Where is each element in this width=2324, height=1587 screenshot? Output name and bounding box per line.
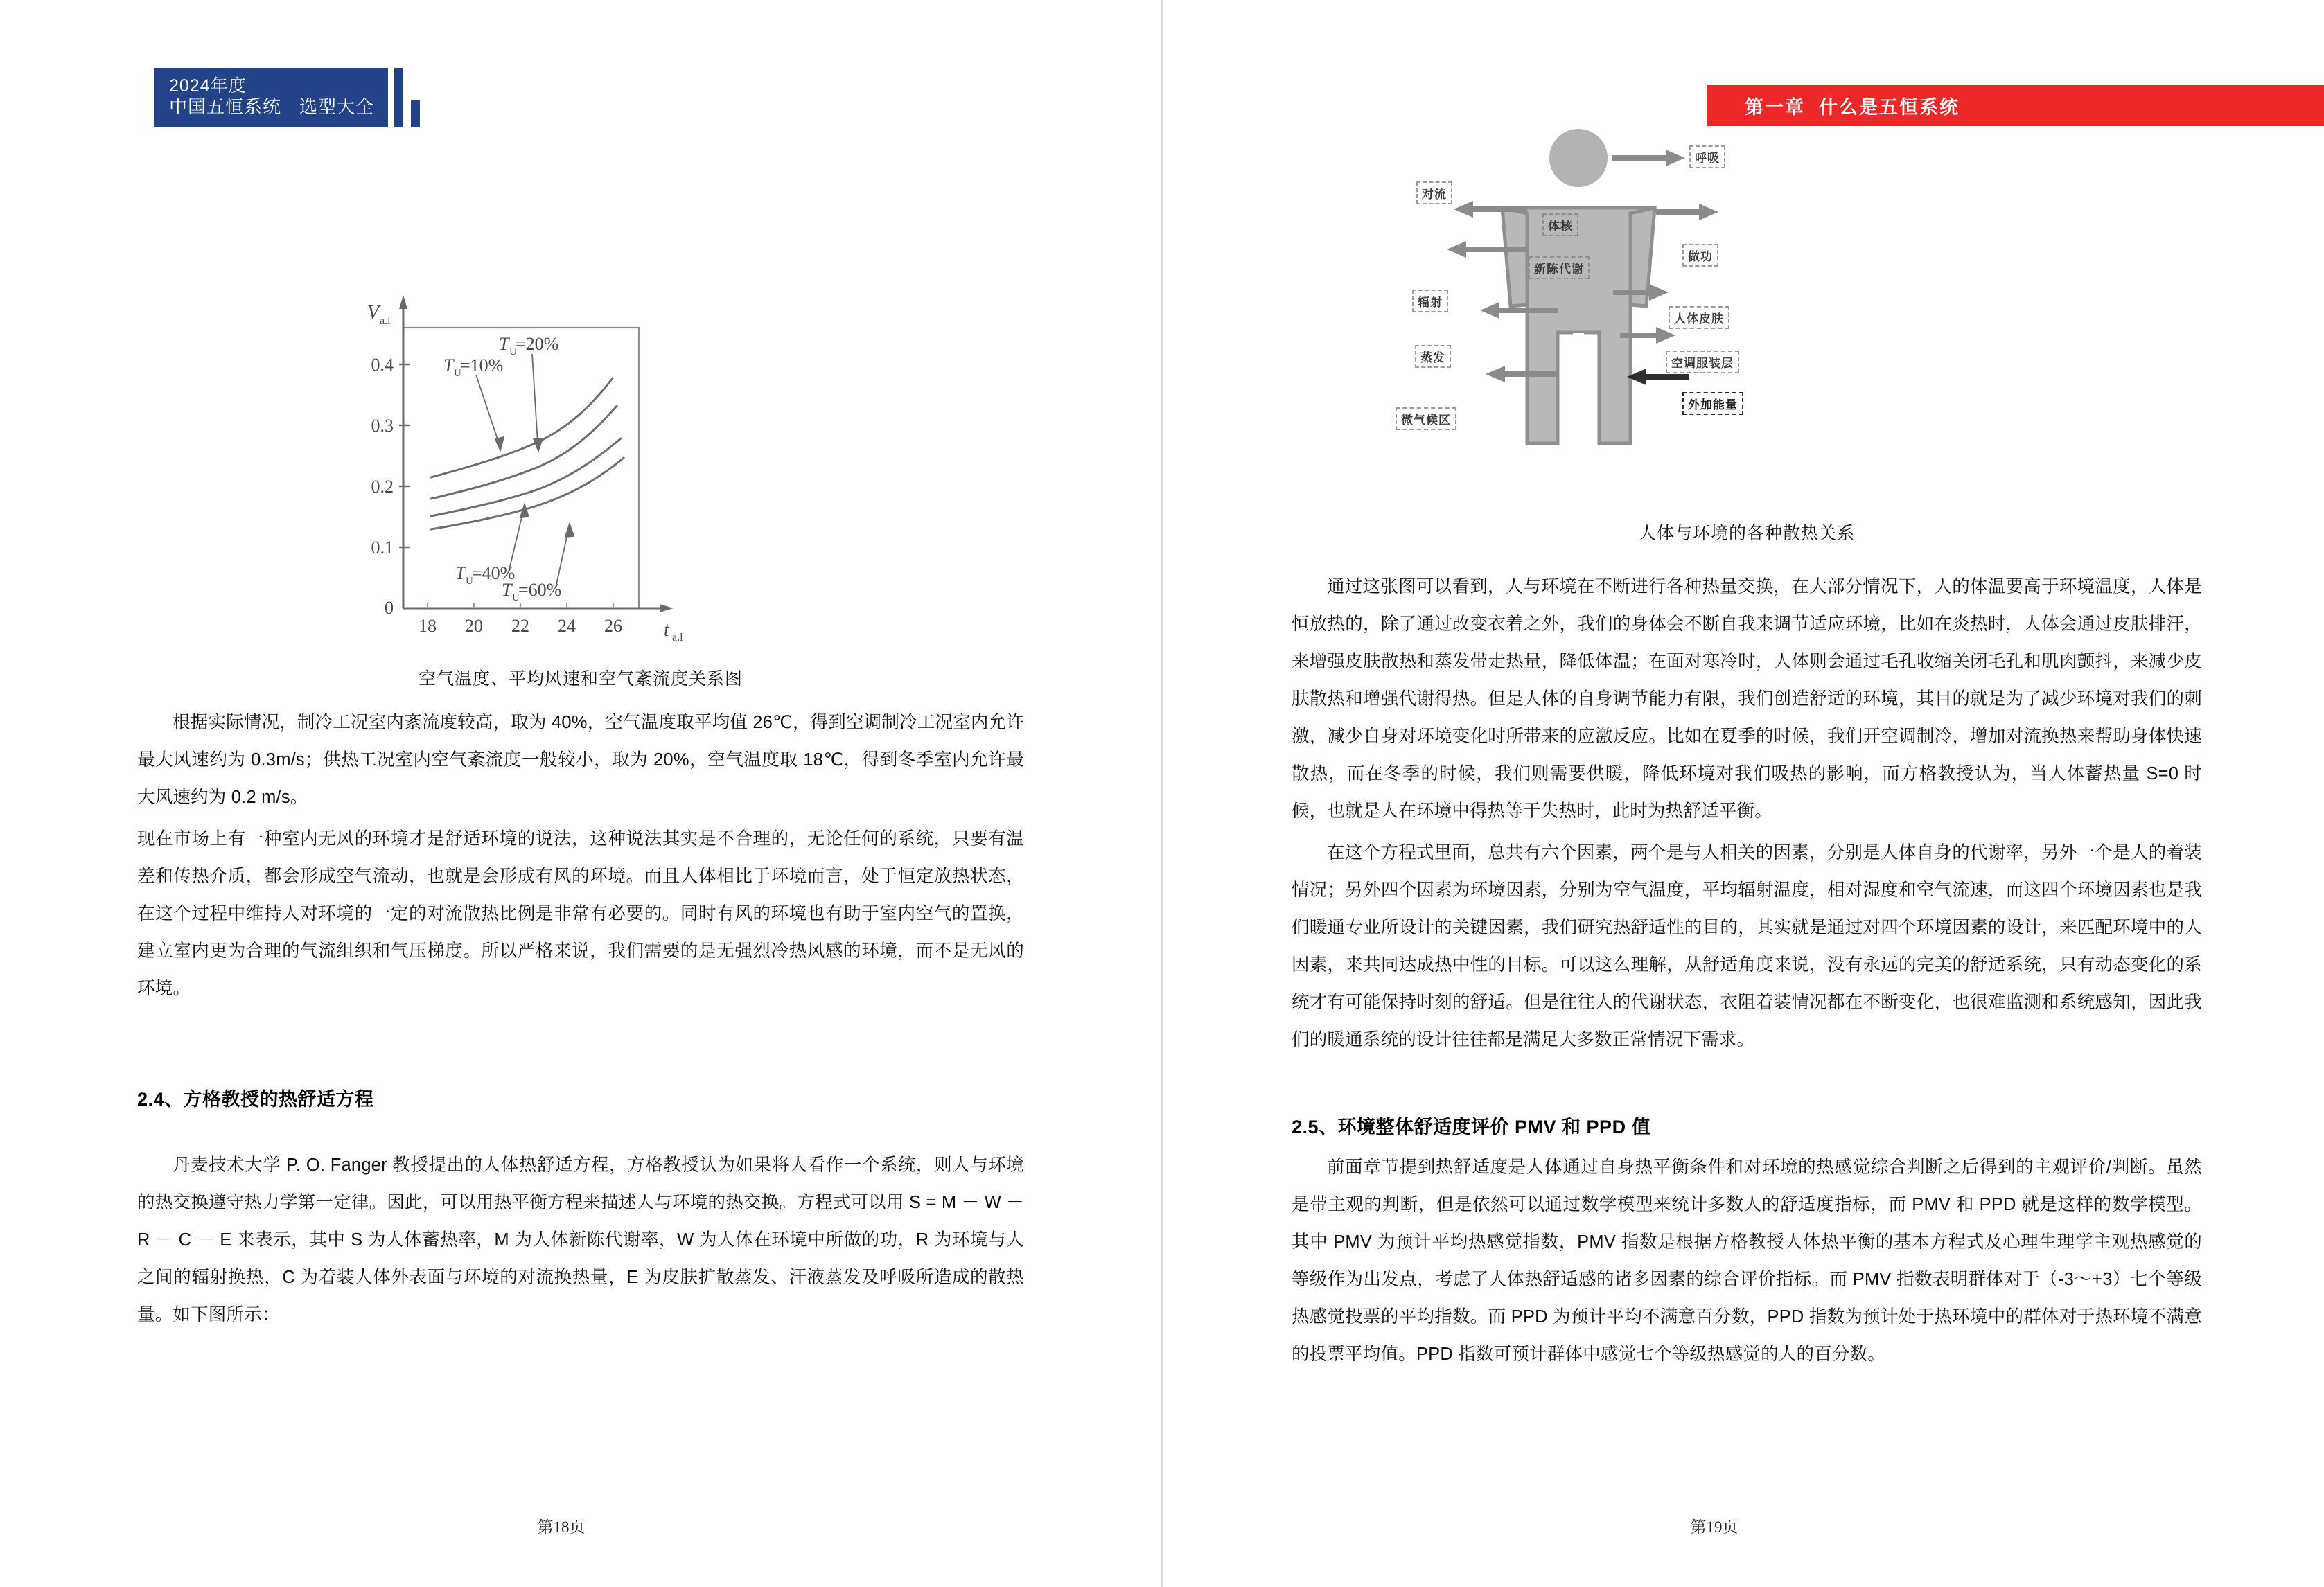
chart-anno-tu60: T (502, 580, 512, 600)
header-ribbon (1707, 85, 2324, 126)
diagram-label-external-energy: 外加能量 (1682, 392, 1743, 415)
chart-y-axis-arrow (399, 295, 407, 309)
diagram-label-metabolism: 新陈代谢 (1529, 256, 1590, 279)
svg-text:=20%: =20% (516, 334, 559, 354)
right-section-block (1292, 1112, 2202, 1377)
badge-title-sub: 选型大全 (299, 96, 375, 118)
section-heading-2-4: 2.4、方格教授的热舒适方程 (137, 1089, 374, 1110)
chart-xlabel-sub: a.l (672, 632, 683, 644)
svg-text:0.2: 0.2 (371, 477, 394, 497)
chart-curve-tu20 (431, 406, 617, 499)
chart-y-tick-labels (371, 355, 394, 618)
right-paragraph-1: 通过这张图可以看到，人与环境在不断进行各种热量交换，在大部分情况下，人的体温要高于环境温度，人体是恒放热的，除了通过改变衣着之外，我们的身体会不断自我来调节适应环境，比如在炎热时，人体会通过皮肤排汗，来增强皮肤散热和蒸发带走热量，降低体温；在面对寒冷时，人体则会通过毛孔收缩关闭毛孔和肌肉颤抖，来减少皮肤散热和增强代谢得热。但是人体的自身调节能力有限，我们创造舒适的环境，其目的就是为了减少环境对我们的刺激，减少自身对环境变化时所带来的应激反应。比如在夏季的时候，我们开空调制冷，增加对流换热来帮助身体快速散热，而在冬季的时候，我们则需要供暖，降低环境对我们吸热的影响，而方格教授认为，当人体蓄热量 S=0 时候，也就是人在环境中得热等于失热时，此时为热舒适平衡。 (1292, 577, 2202, 821)
badge-decor-bar-tall (394, 68, 403, 127)
diagram-label-convection: 对流 (1416, 181, 1452, 204)
svg-text:=60%: =60% (518, 580, 562, 600)
svg-text:0: 0 (385, 598, 394, 618)
section-heading-2-5: 2.5、环境整体舒适度评价 PMV 和 PPD 值 (1292, 1117, 1651, 1137)
svg-text:=40%: =40% (472, 563, 516, 583)
chart-anno-tu40: T (455, 563, 466, 583)
left-paragraph-1: 根据实际情况，制冷工况室内紊流度较高，取为 40%，空气温度取平均值 26℃，得到空调制冷工况室内允许最大风速约为 0.3m/s；供热工况室内空气紊流度一般较小，取为 20%，空气温度取 18℃，得到冬季室内允许最大风速约为 0.2 m/s。 (137, 713, 1024, 807)
badge-line-year: 2024年度 (169, 76, 247, 96)
figure-caption-left: 空气温度、平均风速和空气紊流度关系图 (418, 669, 743, 689)
page-right (1162, 0, 2324, 1587)
diagram-label-evaporation: 蒸发 (1415, 345, 1451, 368)
chart-curve-tu10 (431, 378, 613, 477)
diagram-arm-left (1502, 208, 1527, 306)
svg-text:0.3: 0.3 (371, 416, 394, 436)
right-section-paragraph: 前面章节提到热舒适度是人体通过自身热平衡条件和对环境的热感觉综合判断之后得到的主观评价/判断。虽然是带主观的判断，但是依然可以通过数学模型来统计多数人的舒适度指标，而 PMV 和 PPD 就是这样的数学模型。其中 PMV 为预计平均热感觉指数，PMV 指数是根据方格教授人体热平衡的基本方程式及心理生理学主观热感觉的等级作为出发点，考虑了人体热舒适感的诸多因素的综合评价指标。而 PMV 指数表明群体对于（-3～+3）七个等级热感觉投票的平均指数。而 PPD 为预计平均不满意百分数，PPD 指数为预计处于热环境中的群体对于热环境不满意的投票平均值。PPD 指数可预计群体中感觉七个等级热感觉的人的百分数。 (1292, 1158, 2202, 1364)
chart-annotation-leaders (476, 354, 574, 587)
diagram-label-core: 体核 (1542, 213, 1578, 236)
svg-text:U: U (454, 368, 461, 379)
chart-svg (327, 262, 715, 657)
svg-text:U: U (466, 576, 473, 587)
chart-ylabel-sub: a.l (380, 315, 391, 327)
left-section-block (137, 1084, 1024, 1121)
chart-anno-tu20: T (499, 334, 509, 354)
badge-text-block (154, 68, 388, 127)
badge-title-main: 中国五恒系统 (169, 96, 282, 118)
left-body-block (137, 704, 1024, 1011)
arrow-respiration-2 (1612, 150, 1685, 166)
right-body-block (1292, 568, 2202, 1063)
badge-decor-bar-short (411, 100, 420, 127)
chart-xlabel: t (664, 619, 669, 641)
svg-text:22: 22 (511, 616, 529, 636)
diagram-label-respiration: 呼吸 (1689, 145, 1725, 168)
diagram-body-heat-exchange (1391, 125, 1766, 450)
chart-plot-frame (403, 328, 639, 608)
svg-text:26: 26 (604, 616, 622, 636)
left-section-body (137, 1146, 1024, 1338)
chart-x-tick-labels (419, 616, 622, 636)
ribbon-chapter: 第一章 (1745, 96, 1805, 118)
chart-curves (431, 378, 624, 529)
header-badge (154, 68, 420, 127)
svg-text:18: 18 (419, 616, 437, 636)
page-number-right: 第19页 (1690, 1518, 1738, 1536)
ribbon-title: 什么是五恒系统 (1819, 96, 1960, 118)
chart-x-axis-arrow (660, 604, 674, 612)
svg-text:0.1: 0.1 (371, 538, 394, 558)
chart-curve-tu40 (431, 438, 621, 516)
page-number-left: 第18页 (537, 1518, 586, 1536)
svg-text:0.4: 0.4 (371, 355, 394, 375)
diagram-label-work: 做功 (1682, 244, 1718, 267)
chart-air-velocity-turbulence (327, 262, 715, 657)
badge-line-title (169, 96, 374, 118)
diagram-head (1549, 129, 1608, 187)
arrow-work (1656, 204, 1718, 220)
left-section-paragraph: 丹麦技术大学 P. O. Fanger 教授提出的人体热舒适方程，方格教授认为如果将人看作一个系统，则人与环境的热交换遵守热力学第一定律。因此，可以用热平衡方程来描述人与环境的热交换。方程式可以用 S = M － W － R － C － E 来表示，其中 S 为人体蓄热率，M 为人体新陈代谢率，W 为人体在环境中所做的功，R 为环境与人之间的辐射换热，C 为着装人体外表面与环境的对流换热量，E 为皮肤扩散蒸发、汗液蒸发及呼吸所造成的散热量。如下图所示： (137, 1155, 1024, 1324)
diagram-label-skin: 人体皮肤 (1669, 306, 1729, 329)
ribbon-text (1745, 92, 1960, 119)
chart-ylabel: V (367, 302, 380, 323)
diagram-label-clothing-layer: 空调服装层 (1666, 351, 1739, 373)
svg-text:20: 20 (465, 616, 483, 636)
left-paragraph-2: 现在市场上有一种室内无风的环境才是舒适环境的说法，这种说法其实是不合理的，无论任何的系统，只要有温差和传热介质，都会形成空气流动，也就是会形成有风的环境。而且人体相比于环境而言，处于恒定放热状态，在这个过程中维持人对环境的一定的对流散热比例是非常有必要的。同时有风的环境也有助于室内空气的置换，建立室内更为合理的气流组织和气压梯度。所以严格来说，我们需要的是无强烈冷热风感的环境，而不是无风的环境。 (137, 829, 1024, 998)
svg-text:24: 24 (558, 616, 576, 636)
chart-anno-tu10: T (443, 355, 454, 375)
diagram-leg-gap (1573, 333, 1584, 443)
figure-caption-wrap-left (0, 665, 1161, 690)
figure-caption-wrap-right (1292, 520, 2202, 544)
svg-text:=10%: =10% (460, 355, 504, 375)
right-paragraph-2: 在这个方程式里面，总共有六个因素，两个是与人相关的因素，分别是人体自身的代谢率，另外一个是人的着装情况；另外四个因素为环境因素，分别为空气温度，平均辐射温度，相对湿度和空气流速，而这四个环境因素也是我们暖通专业所设计的关键因素，我们研究热舒适性的目的，其实就是通过对四个环境因素的设计，来匹配环境中的人因素，来共同达成热中性的目标。可以这么理解，从舒适角度来说，没有永远的完美的舒适系统，只有动态变化的系统才有可能保持时刻的舒适。但是往往人的代谢状态，衣阻着装情况都在不断变化，也很难监测和系统感知，因此我们的暖通系统的设计往往都是满足大多数正常情况下需求。 (1292, 843, 2202, 1049)
svg-text:U: U (509, 346, 517, 357)
diagram-label-microclimate: 微气候区 (1396, 407, 1456, 430)
figure-caption-right: 人体与环境的各种散热关系 (1638, 524, 1855, 543)
svg-text:U: U (512, 592, 520, 603)
diagram-label-radiation: 辐射 (1412, 290, 1448, 312)
